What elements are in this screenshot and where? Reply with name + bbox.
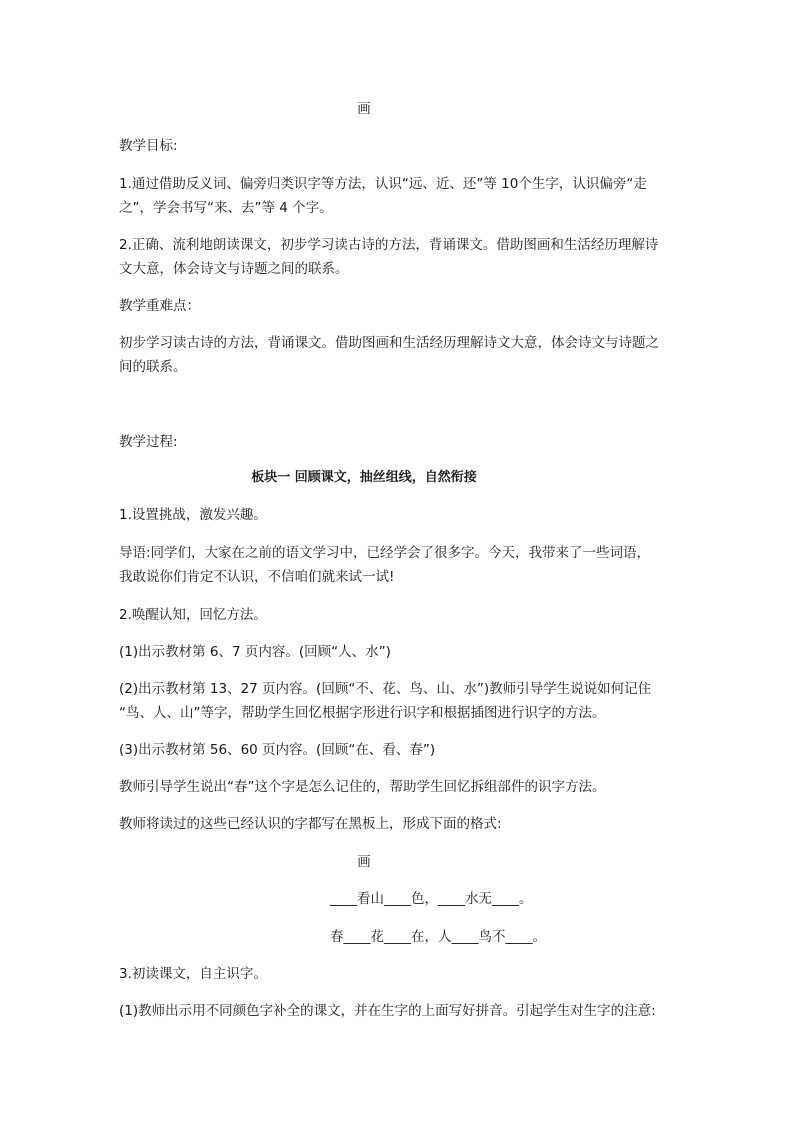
item-1: (1)出示教材第 6、7 页内容。(回顾“人、水”) — [119, 644, 391, 660]
guide-1: 教师引导学生说出“春”这个字是怎么记住的，帮助学生回忆拆组部件的识字方法。 — [119, 779, 606, 795]
board-line-2: 春____花____在，人____鸟不____。 — [330, 929, 546, 945]
key-line2: 间的联系。 — [119, 359, 187, 375]
step-3: 3.初读课文，自主识字。 — [119, 966, 267, 982]
guide-2: 教师将读过的这些已经认识的字都写在黑板上，形成下面的格式: — [119, 816, 502, 832]
goal-1-line1: 1.通过借助反义词、偏旁归类识字等方法，认识“远、近、还”等 10个生字，认识偏旁“走 — [119, 176, 647, 192]
board-line-1: ____看山____色，____水无____。 — [330, 891, 533, 907]
step-2: 2.唤醒认知，回忆方法。 — [119, 607, 267, 623]
document-title: 画 — [357, 101, 371, 117]
goal-2-line2: 文大意，体会诗文与诗题之间的联系。 — [119, 261, 349, 277]
item-3-1: (1)教师出示用不同颜色字补全的课文，并在生字的上面写好拼音。引起学生对生字的注意: — [119, 1003, 656, 1019]
key-heading: 教学重难点： — [119, 298, 200, 314]
process-heading: 教学过程: — [119, 434, 178, 450]
section-1-title: 板块一 回顾课文，抽丝组线，自然衔接 — [251, 470, 477, 485]
key-line1: 初步学习读古诗的方法，背诵课文。借助图画和生活经历理解诗文大意，体会诗文与诗题之 — [119, 335, 659, 351]
item-2-line1: (2)出示教材第 13、27 页内容。(回顾“不、花、鸟、山、水”)教师引导学生说说如何记住 — [119, 681, 652, 697]
goal-2-line1: 2.正确、流利地朗读课文，初步学习读古诗的方法，背诵课文。借助图画和生活经历理解诗 — [119, 237, 659, 253]
item-2-line2: “鸟、人、山”等字，帮助学生回忆根据字形进行识字和根据插图进行识字的方法。 — [119, 705, 606, 721]
intro-line1: 导语:同学们，大家在之前的语文学习中，已经学会了很多字。今天，我带来了一些词语， — [119, 545, 651, 561]
goals-heading: 教学目标: — [119, 138, 178, 154]
intro-line2: 我敢说你们肯定不认识，不信咱们就来试一试! — [119, 569, 395, 585]
goal-1-line2: 之”，学会书写“来、去”等 4 个字。 — [119, 200, 333, 216]
board-title: 画 — [357, 854, 371, 870]
item-3: (3)出示教材第 56、60 页内容。(回顾“在、看、春”) — [119, 742, 436, 758]
step-1: 1.设置挑战，激发兴趣。 — [119, 507, 267, 523]
